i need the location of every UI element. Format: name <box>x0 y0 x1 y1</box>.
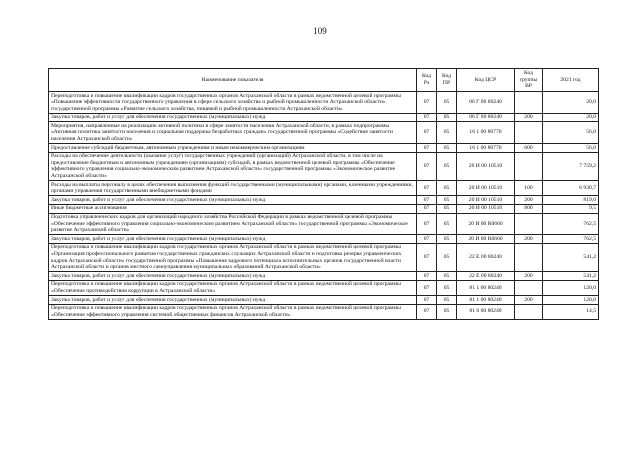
row-csr: 22 Е 00 80240 <box>457 243 515 271</box>
row-rz: 07 <box>417 152 437 180</box>
row-vr <box>515 152 543 180</box>
row-amount: 9,5 <box>543 204 599 213</box>
row-vr <box>515 304 543 319</box>
row-rz: 07 <box>417 280 437 295</box>
row-amount: 120,0 <box>543 280 599 295</box>
row-pr: 05 <box>437 213 457 235</box>
row-csr: 20 И 00 10510 <box>457 204 515 213</box>
row-rz: 07 <box>417 181 437 196</box>
row-name: Подготовка управленческих кадров для организаций народного хозяйства Российской Федерации в рамках ведомственной целевой программы «Обеспечение эффективного управления социально-экономическим развитием Астраханской области» государственной программы «Экономическое развитие Астраханской области» <box>49 213 417 235</box>
row-amount: 56,0 <box>543 144 599 153</box>
row-name: Закупка товаров, работ и услуг для обеспечения государственных (муниципальных) нужд <box>49 113 417 122</box>
table-row <box>49 204 599 213</box>
row-name: Закупка товаров, работ и услуг для обеспечения государственных (муниципальных) нужд <box>49 196 417 205</box>
row-rz: 07 <box>417 213 437 235</box>
row-csr: 81 1 00 80240 <box>457 280 515 295</box>
row-amount: 120,0 <box>543 296 599 305</box>
row-rz: 07 <box>417 235 437 244</box>
budget-table <box>48 68 599 320</box>
table-row <box>49 122 599 144</box>
row-vr: 200 <box>515 272 543 281</box>
row-amount: 20,0 <box>543 92 599 114</box>
row-pr: 05 <box>437 92 457 114</box>
row-csr: 20 И 00 10510 <box>457 152 515 180</box>
row-name: Закупка товаров, работ и услуг для обеспечения государственных (муниципальных) нужд <box>49 296 417 305</box>
page-number: 109 <box>313 26 327 36</box>
row-pr: 05 <box>437 204 457 213</box>
header-rz: Код Рз <box>417 69 437 92</box>
row-amount: 541,2 <box>543 272 599 281</box>
row-pr: 05 <box>437 181 457 196</box>
row-rz: 07 <box>417 243 437 271</box>
row-amount: 20,0 <box>543 113 599 122</box>
row-csr: 16 1 00 80770 <box>457 122 515 144</box>
row-vr: 800 <box>515 204 543 213</box>
table-row <box>49 144 599 153</box>
row-pr: 05 <box>437 272 457 281</box>
table-row <box>49 196 599 205</box>
row-csr: 20 И 00 R0660 <box>457 213 515 235</box>
row-vr: 200 <box>515 113 543 122</box>
row-amount: 56,0 <box>543 122 599 144</box>
row-vr: 200 <box>515 196 543 205</box>
row-amount: 7 759,2 <box>543 152 599 180</box>
row-rz: 07 <box>417 92 437 114</box>
row-pr: 05 <box>437 152 457 180</box>
table-header-row <box>49 69 599 92</box>
row-rz: 07 <box>417 196 437 205</box>
row-rz: 07 <box>417 122 437 144</box>
row-vr: 200 <box>515 296 543 305</box>
row-name: Расходы на обеспечение деятельности (оказание услуг) государственных учреждений (организаций) Астраханской области, в том числе на предоставление бюджетным и автономным учреждениям (организациям) субсидий, в рамках ведомственной целевой программы «Обеспечение эффективного управления социально-экономическим развитием Астраханской области» государственной программы «Экономическое развитие Астраханской области» <box>49 152 417 180</box>
row-csr: 16 1 00 80770 <box>457 144 515 153</box>
table-row <box>49 113 599 122</box>
row-pr: 05 <box>437 280 457 295</box>
table-row <box>49 213 599 235</box>
row-amount: 762,5 <box>543 213 599 235</box>
row-vr <box>515 122 543 144</box>
row-csr: 20 И 00 10510 <box>457 196 515 205</box>
row-pr: 05 <box>437 243 457 271</box>
row-csr: 06 Г 00 80240 <box>457 113 515 122</box>
header-pr: Код ПР <box>437 69 457 92</box>
row-vr <box>515 213 543 235</box>
row-rz: 07 <box>417 113 437 122</box>
row-csr: 22 Е 00 80240 <box>457 272 515 281</box>
row-vr: 200 <box>515 235 543 244</box>
row-name: Переподготовка и повышение квалификации кадров государственных органов Астраханской области в рамках ведомственной целевой программы «Обеспечение противодействия коррупции в Астраханской области» <box>49 280 417 295</box>
row-pr: 05 <box>437 144 457 153</box>
table-row <box>49 304 599 319</box>
row-pr: 05 <box>437 113 457 122</box>
row-csr: 06 Г 00 80240 <box>457 92 515 114</box>
table-row <box>49 296 599 305</box>
row-name: Закупка товаров, работ и услуг для обеспечения государственных (муниципальных) нужд <box>49 235 417 244</box>
row-vr <box>515 92 543 114</box>
row-name: Мероприятия, направленные на реализацию активной политики в сфере занятости населения Астраханской области, в рамках подпрограммы «Активная политика занятости населения и социальная поддержка безработных граждан» государственной программы «Содействие занятости населения Астраханской области» <box>49 122 417 144</box>
row-csr: 20 И 00 R0660 <box>457 235 515 244</box>
row-rz: 07 <box>417 296 437 305</box>
row-pr: 05 <box>437 196 457 205</box>
row-amount: 6 930,7 <box>543 181 599 196</box>
table-row <box>49 92 599 114</box>
table-row <box>49 235 599 244</box>
row-name: Переподготовка и повышение квалификации кадров государственных органов Астраханской области в рамках ведомственной целевой программы «Повышение эффективности государственного управления в сфере сельского хозяйства и рыбной промышленности Астраханской области» государственной программы «Развитие сельского хозяйства, пищевой и рыбной промышленности Астраханской области» <box>49 92 417 114</box>
table-row <box>49 243 599 271</box>
row-rz: 07 <box>417 144 437 153</box>
table-row <box>49 280 599 295</box>
header-csr: Код ЦСР <box>457 69 515 92</box>
row-name: Переподготовка и повышение квалификации кадров государственных органов Астраханской области в рамках ведомственной целевой программы «Организация профессионального развития государственных гражданских служащих Астраханской области и подготовка резерва управленческих кадров Астраханской области» государственной программы «Повышение кадрового потенциала исполнительных органов государственной власти Астраханской области и органов местного самоуправления муниципальных образований Астраханской области» <box>49 243 417 271</box>
row-vr: 100 <box>515 181 543 196</box>
row-vr <box>515 280 543 295</box>
row-amount: 819,0 <box>543 196 599 205</box>
row-name: Предоставление субсидий бюджетным, автономным учреждениям и иным некоммерческим организациям <box>49 144 417 153</box>
row-name: Расходы на выплаты персоналу в целях обеспечения выполнения функций государственными (муниципальными) органами, казенными учреждениями, органами управления государственными внебюджетными фондами <box>49 181 417 196</box>
header-year: 2021 год <box>543 69 599 92</box>
header-name: Наименование показателя <box>49 69 417 92</box>
row-vr <box>515 243 543 271</box>
row-amount: 762,5 <box>543 235 599 244</box>
row-amount: 541,2 <box>543 243 599 271</box>
table-row <box>49 181 599 196</box>
row-name: Иные бюджетные ассигнования <box>49 204 417 213</box>
row-rz: 07 <box>417 272 437 281</box>
row-csr: 81 6 00 80240 <box>457 304 515 319</box>
row-pr: 05 <box>437 235 457 244</box>
table-row <box>49 152 599 180</box>
row-pr: 05 <box>437 122 457 144</box>
row-pr: 05 <box>437 304 457 319</box>
row-rz: 07 <box>417 204 437 213</box>
table-body <box>49 92 599 320</box>
row-rz: 07 <box>417 304 437 319</box>
row-name: Закупка товаров, работ и услуг для обеспечения государственных (муниципальных) нужд <box>49 272 417 281</box>
row-pr: 05 <box>437 296 457 305</box>
table-row <box>49 272 599 281</box>
row-csr: 20 И 00 10510 <box>457 181 515 196</box>
row-vr: 600 <box>515 144 543 153</box>
row-name: Переподготовка и повышение квалификации кадров государственных органов Астраханской области в рамках ведомственной целевой программы «Обеспечение эффективного управления системой общественных финансов Астраханской области» <box>49 304 417 319</box>
header-vr: Код группы ВР <box>515 69 543 92</box>
row-csr: 81 1 00 80240 <box>457 296 515 305</box>
row-amount: 14,5 <box>543 304 599 319</box>
